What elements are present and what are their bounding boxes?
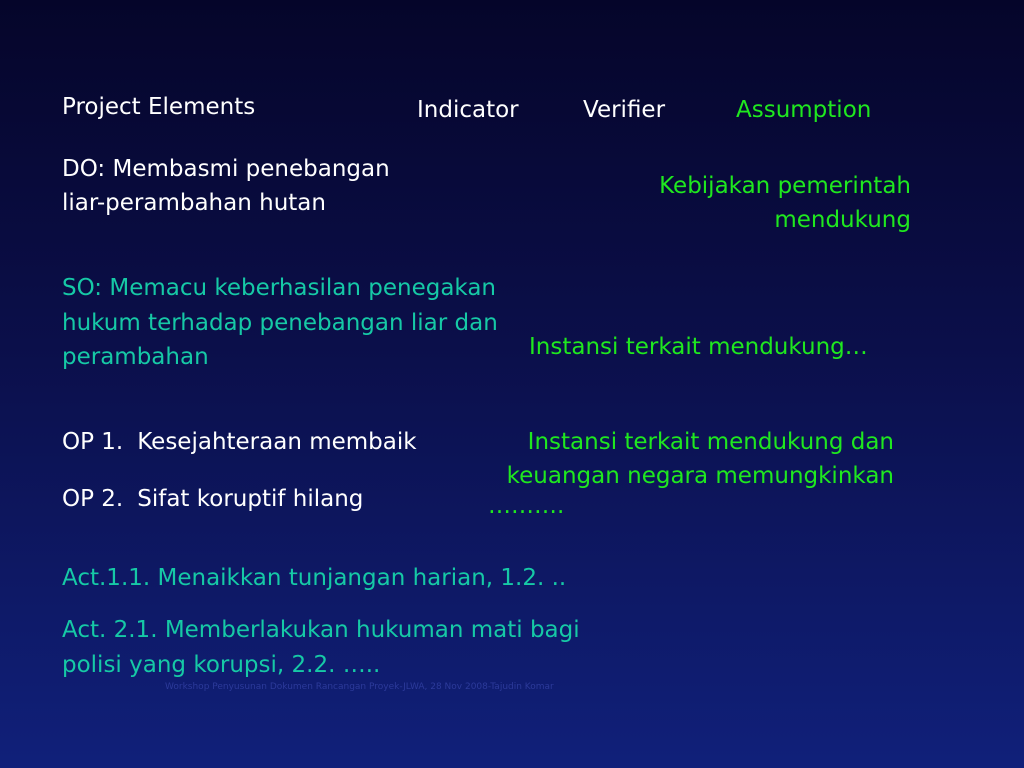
act-1: Act.1.1. Menaikkan tunjangan harian, 1.2. .. [62,565,567,591]
op-2-text: Sifat koruptif hilang [137,486,364,512]
header-indicator: Indicator [417,97,519,123]
act-2-line-1: Act. 2.1. Memberlakukan hukuman mati bagi [62,617,580,643]
assumption-op-line-1: Instansi terkait mendukung dan [527,429,894,455]
so-line-1: SO: Memacu keberhasilan penegakan [62,275,497,301]
header-project-elements: Project Elements [62,94,256,120]
header-verifier: Verifier [583,97,666,123]
assumption-so: Instansi terkait mendukung… [529,334,868,360]
op-1-text: Kesejahteraan membaik [137,429,417,455]
do-line-1: DO: Membasmi penebangan [62,156,390,182]
do-line-2: liar-perambahan hutan [62,190,326,216]
assumption-do-line-2: mendukung [774,207,911,233]
so-line-3: perambahan [62,344,209,370]
op-1 [62,425,417,459]
op-2 [62,482,363,516]
assumption-op-line-3: ………. [488,493,565,519]
so-line-2: hukum terhadap penebangan liar dan [62,310,498,336]
act-2-line-2: polisi yang korupsi, 2.2. ….. [62,652,381,678]
slide-footer: Workshop Penyusunan Dokumen Rancangan Proyek-JLWA, 28 Nov 2008-Tajudin Komar [165,682,554,692]
op-2-number: OP 2. [62,486,124,512]
assumption-do-line-1: Kebijakan pemerintah [659,173,911,199]
assumption-op-line-2: keuangan negara memungkinkan [506,463,894,489]
op-1-number: OP 1. [62,429,124,455]
header-assumption: Assumption [736,97,872,123]
